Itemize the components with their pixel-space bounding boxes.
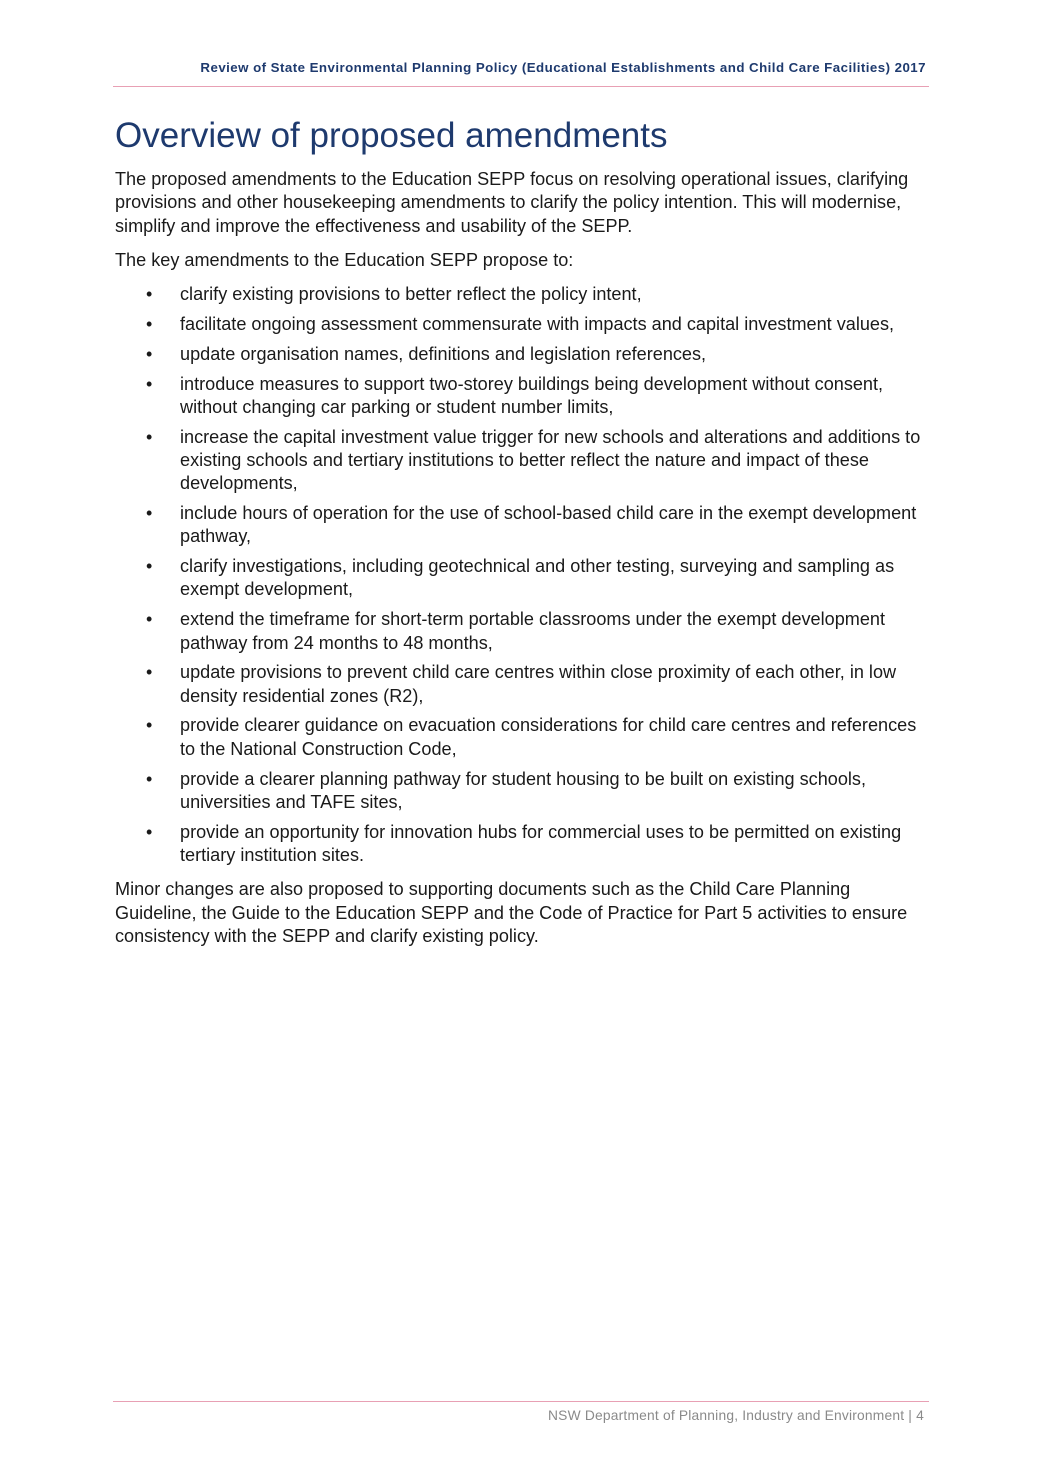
bullet-icon: • <box>146 313 153 334</box>
bullet-icon: • <box>146 284 153 305</box>
list-item-text: update organisation names, definitions and legislation references, <box>180 343 707 364</box>
page-header <box>113 60 929 87</box>
bullet-icon: • <box>146 373 153 394</box>
list-item-text: include hours of operation for the use of school-based child care in the exempt development pathway, <box>180 503 917 547</box>
lead-paragraph: The key amendments to the Education SEPP propose to: <box>115 249 574 270</box>
bullet-icon: • <box>146 768 153 789</box>
list-item <box>115 426 925 496</box>
page-title: Overview of proposed amendments <box>115 116 668 155</box>
list-item <box>115 821 925 868</box>
list-item <box>115 283 925 306</box>
list-item-text: update provisions to prevent child care centres within close proximity of each other, in low density residential zones (R2), <box>180 662 897 706</box>
list-item-text: clarify existing provisions to better reflect the policy intent, <box>180 284 642 305</box>
footer-text: NSW Department of Planning, Industry and Environment | 4 <box>548 1408 924 1423</box>
list-item-text: facilitate ongoing assessment commensurate with impacts and capital investment values, <box>180 313 895 334</box>
bullet-icon: • <box>146 426 153 447</box>
list-item <box>115 661 925 708</box>
bullet-icon: • <box>146 343 153 364</box>
list-item <box>115 313 925 336</box>
list-item <box>115 768 925 815</box>
header-title: Review of State Environmental Planning Policy (Educational Establishments and Child Care Facilities) 2017 <box>200 60 926 75</box>
amendments-list <box>115 283 925 867</box>
bullet-icon: • <box>146 556 153 577</box>
list-item-text: extend the timeframe for short-term portable classrooms under the exempt development pathway from 24 months to 48 months, <box>180 609 885 653</box>
bullet-icon: • <box>146 715 153 736</box>
closing-paragraph: Minor changes are also proposed to supporting documents such as the Child Care Planning Guideline, the Guide to the Education SEPP and the Code of Practice for Part 5 activities to ensure consistency with the SEPP and clarify existing policy. <box>115 879 908 946</box>
list-item-text: increase the capital investment value trigger for new schools and alterations and additions to existing schools and tertiary institutions to better reflect the nature and impact of these developments, <box>180 426 921 494</box>
intro-paragraph: The proposed amendments to the Education SEPP focus on resolving operational issues, clarifying provisions and other housekeeping amendments to clarify the policy intention. This will modernise, simplify and improve the effectiveness and usability of the SEPP. <box>115 169 909 236</box>
page-footer <box>113 1401 929 1423</box>
list-item-text: provide a clearer planning pathway for student housing to be built on existing schools, universities and TAFE sites, <box>180 768 866 812</box>
list-item <box>115 343 925 366</box>
list-item <box>115 714 925 761</box>
list-item <box>115 373 925 420</box>
list-item-text: clarify investigations, including geotechnical and other testing, surveying and sampling as exempt development, <box>180 556 895 600</box>
bullet-icon: • <box>146 503 153 524</box>
list-item-text: provide an opportunity for innovation hubs for commercial uses to be permitted on existing tertiary institution sites. <box>180 821 902 865</box>
list-item-text: introduce measures to support two-storey buildings being development without consent, without changing car parking or student number limits, <box>180 373 884 417</box>
bullet-icon: • <box>146 821 153 842</box>
bullet-icon: • <box>146 609 153 630</box>
list-item-text: provide clearer guidance on evacuation considerations for child care centres and references to the National Construction Code, <box>180 715 917 759</box>
bullet-icon: • <box>146 662 153 683</box>
list-item <box>115 608 925 655</box>
list-item <box>115 502 925 549</box>
main-content <box>115 114 925 948</box>
list-item <box>115 555 925 602</box>
